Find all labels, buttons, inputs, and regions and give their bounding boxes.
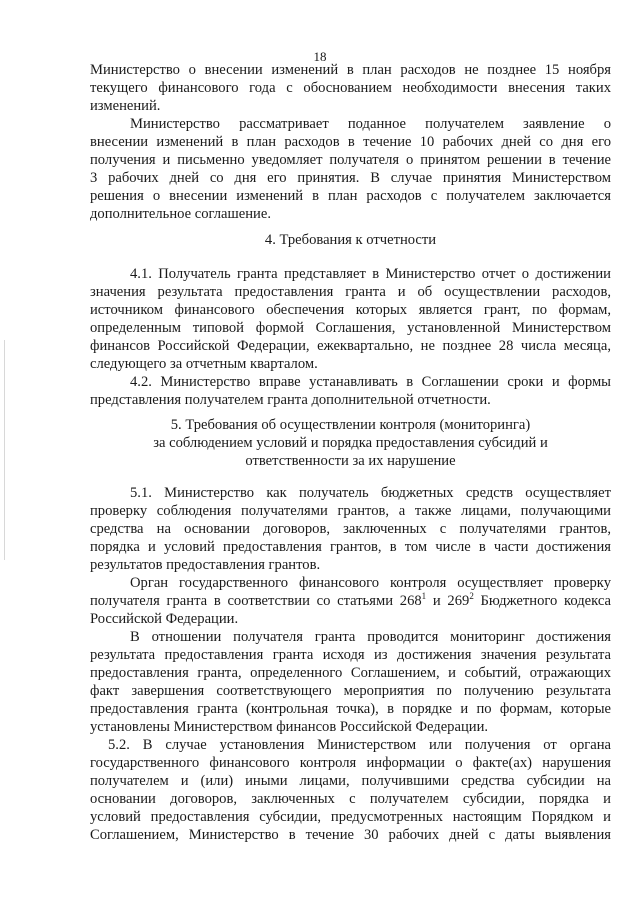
text-line: Орган государственного финансового контроля осуществляет проверку (130, 575, 611, 591)
text-line: 4.2. Министерство вправе устанавливать в Соглашении сроки и формы (130, 374, 611, 390)
text-line: следующего за отчетным кварталом. (90, 356, 318, 372)
text-line: получателем и (или) иными лицами, получившими средства субсидии на (90, 773, 611, 789)
text-line: дополнительное соглашение. (90, 206, 271, 222)
text-line: порядка и условий предоставления грантов, в том числе в части достижения (90, 539, 611, 555)
text-line: 5.1. Министерство как получатель бюджетных средств осуществляет (130, 485, 611, 501)
text-line: факт завершения соответствующего мероприятия по получению результата (90, 683, 611, 699)
text-fragment: получателя гранта в соответствии со статьями 268 (90, 593, 422, 609)
text-line: представления получателем гранта дополнительной отчетности. (90, 392, 491, 408)
text-line: 5.2. В случае установления Министерством или получения от органа (108, 737, 611, 753)
text-line: определенным типовой формой Соглашения, установленной Министерством (90, 320, 611, 336)
section-heading: за соблюдением условий и порядка предоставления субсидий и (153, 435, 548, 451)
superscript: 1 (421, 591, 427, 602)
text-line: предоставления гранта, определенного Соглашением, и событий, отражающих (90, 665, 611, 681)
section-heading: ответственности за их нарушение (245, 453, 456, 469)
text-fragment: и 269 (426, 593, 470, 609)
text-line: 4.1. Получатель гранта представляет в Министерство отчет о достижении (130, 266, 611, 282)
scan-edge-mark (4, 340, 5, 560)
text-line: 3 рабочих дней со дня его принятия. В случае принятия Министерством (90, 170, 611, 186)
text-line: Российской Федерации. (90, 611, 239, 627)
text-line: условий предоставления субсидии, предусмотренных настоящим Порядком и (90, 809, 611, 825)
text-line: источником финансового обеспечения которых является грант, по формам, (90, 302, 611, 318)
text-line: внесении изменений в план расходов в течение 10 рабочих дней со дня его (90, 134, 611, 150)
section-heading: 5. Требования об осуществлении контроля (мониторинга) (170, 417, 531, 433)
text-line: государственного финансового контроля информации о факте(ах) нарушения (90, 755, 611, 771)
section-heading: 4. Требования к отчетности (264, 232, 437, 248)
text-line: значения результата предоставления гранта и об осуществлении расходов, (90, 284, 611, 300)
text-line: изменений. (90, 98, 161, 114)
text-line: основании договоров, заключенных с получателем субсидии, порядка и (90, 791, 611, 807)
text-line (90, 592, 611, 610)
text-line: установлены Министерством финансов Российской Федерации. (90, 719, 489, 735)
text-line: текущего финансового года с обоснованием необходимости внесения таких (90, 80, 611, 96)
text-line: финансов Российской Федерации, ежеквартально, не позднее 28 числа месяца, (90, 338, 611, 354)
text-line: Соглашением, Министерство в течение 30 рабочих дней с даты выявления (90, 827, 611, 843)
text-line: Министерство о внесении изменений в план расходов не позднее 15 ноября (90, 62, 611, 78)
text-line: решения о внесении изменений в план расходов с получателем заключается (90, 188, 611, 204)
text-line: Министерство рассматривает поданное получателем заявление о (130, 116, 611, 132)
text-line: получения и письменно уведомляет получателя о принятом решении в течение (90, 152, 611, 168)
text-line: В отношении получателя гранта проводится мониторинг достижения (130, 629, 611, 645)
text-line: результатов предоставления грантов. (90, 557, 321, 573)
page-number: 18 (313, 49, 327, 64)
text-line: средства на основании договоров, заключенных с получателями грантов, (90, 521, 611, 537)
text-fragment: Бюджетного кодекса (473, 593, 612, 609)
text-line: предоставления гранта (контрольная точка), в порядке и по формам, которые (90, 701, 611, 717)
text-line: результата предоставления гранта исходя из достижения значения результата (90, 647, 611, 663)
text-line: проверку соблюдения получателями грантов, а также лицами, получающими (90, 503, 611, 519)
superscript: 2 (469, 591, 474, 602)
